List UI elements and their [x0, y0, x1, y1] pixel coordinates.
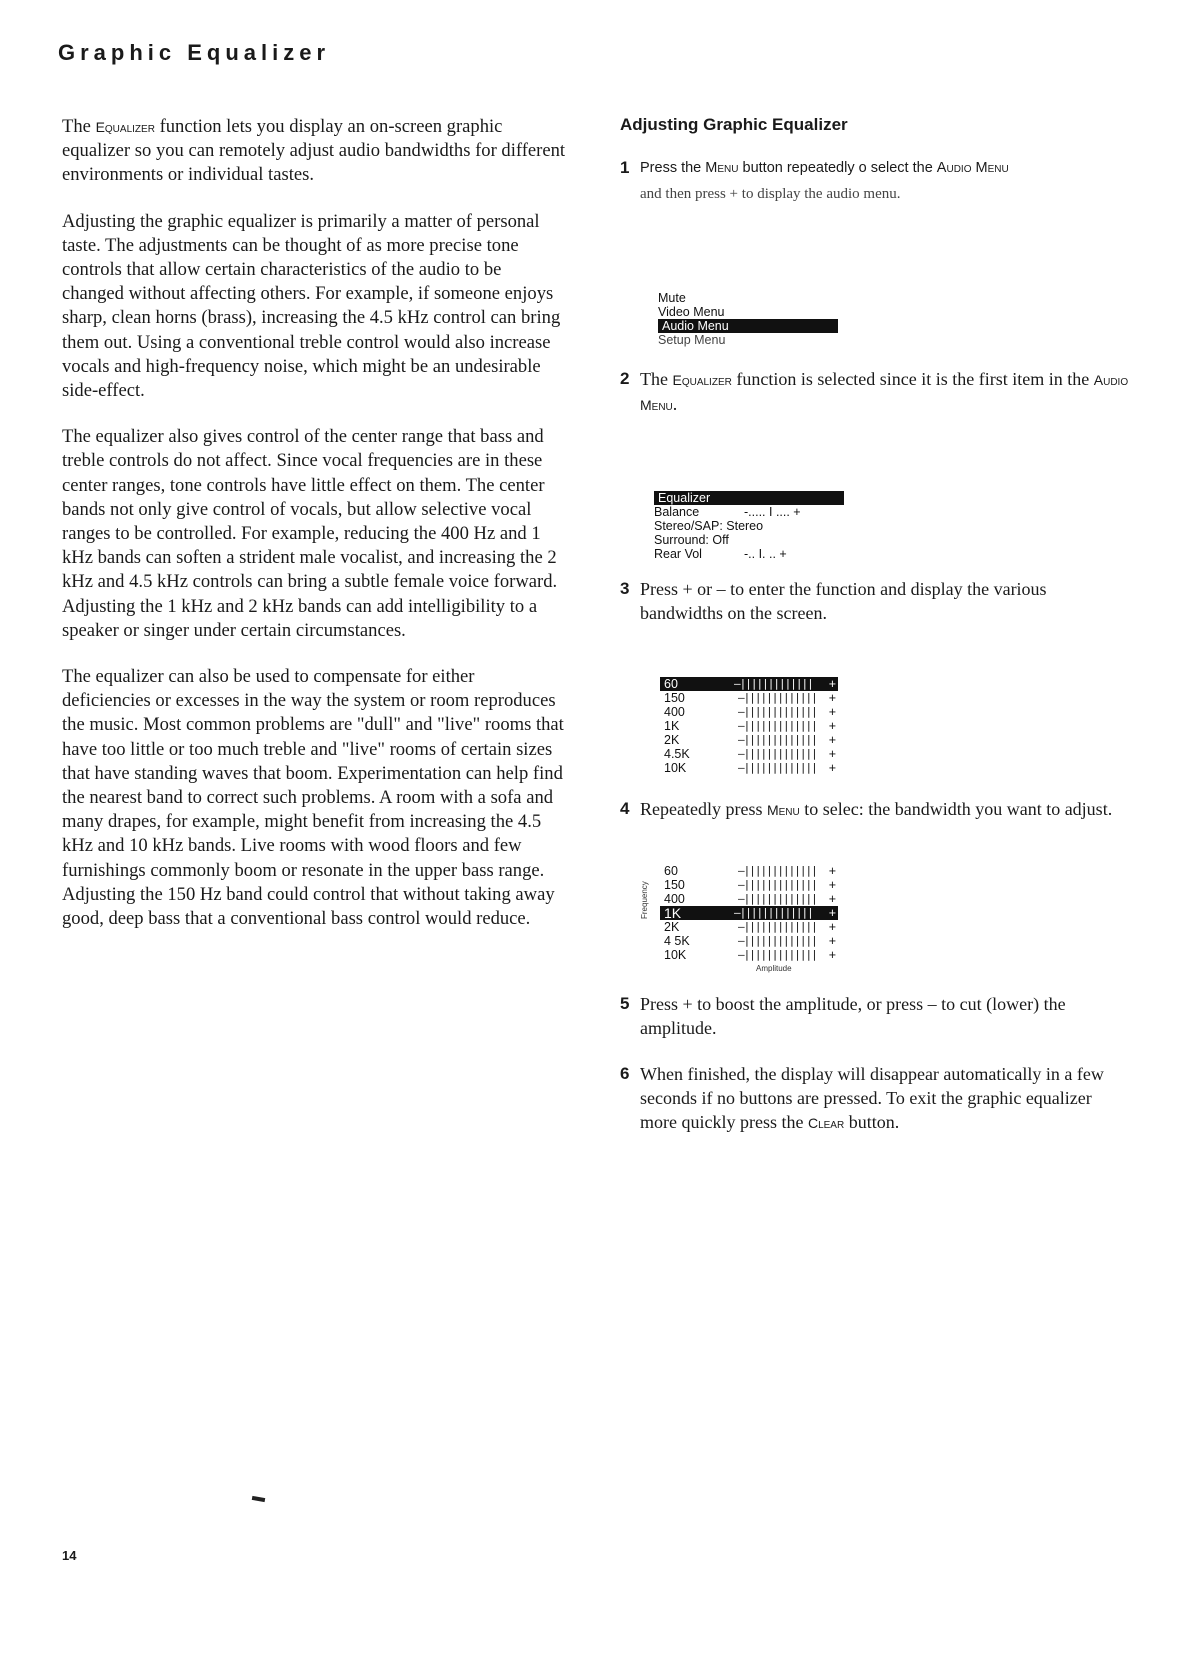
balance-row: [654, 505, 844, 519]
amplitude-bar: –|||||||||||||: [734, 677, 813, 690]
equalizer-osd-1: [660, 677, 838, 775]
taste-paragraph: Adjusting the graphic equalizer is primarily a matter of personal taste. The adjustments can be thought of as more precise tone controls that allow certain characteristics of the audio to be changed without affecting others. For example, if someone enjoys sharp, clean horns (brass), increasing the 4.5 kHz control can bring them out. Using a conventional treble control would also increase vocals and high-frequency noise, which might be an undesirable side-effect.: [62, 210, 561, 402]
amplitude-bar: –|||||||||||||: [738, 691, 817, 704]
eq-band-row: [660, 719, 838, 733]
rear-vol-value: -.. I. .. +: [744, 547, 787, 561]
eq-band-row: [660, 747, 838, 761]
band-label: 150: [664, 878, 685, 892]
eq-band-row: [660, 677, 838, 691]
amplitude-bar: –|||||||||||||: [738, 864, 817, 877]
amplitude-bar: –|||||||||||||: [738, 892, 817, 905]
band-label: 1K: [664, 905, 682, 921]
plus-sign: +: [828, 761, 836, 775]
amplitude-bar: –|||||||||||||: [738, 948, 817, 961]
plus-sign: +: [828, 878, 836, 892]
text: function lets you display an on-screen graphic equalizer so you can remotely adjust audio bandwidths for different environments or individual tastes.: [62, 116, 566, 186]
plus-sign: +: [828, 892, 836, 906]
plus-sign: +: [828, 906, 836, 920]
main-menu-osd: [658, 291, 838, 347]
page-number: 14: [62, 1548, 77, 1563]
plus-sign: +: [828, 705, 836, 719]
plus-sign: +: [828, 747, 836, 761]
stray-mark: [252, 1496, 265, 1502]
plus-sign: +: [828, 864, 836, 878]
menu-item-mute: Mute: [658, 291, 686, 305]
menu-item-audio-selected: Audio Menu: [658, 319, 838, 333]
page-title: Graphic Equalizer: [58, 40, 331, 65]
text: to selec: the bandwidth you want to adjust.: [799, 799, 1113, 819]
instructions-column: [620, 115, 1130, 1135]
equalizer-osd-2: [660, 864, 838, 976]
amplitude-bar: –|||||||||||||: [738, 761, 817, 774]
band-label: 1K: [664, 719, 680, 733]
eq-band-row: [660, 878, 838, 892]
audio-menu-term: Audio Menu: [936, 160, 1009, 176]
rear-vol-row: [654, 547, 844, 561]
equalizer-term: Equalizer: [95, 119, 155, 135]
step-5: [620, 992, 1130, 1040]
step-number: 1: [620, 158, 630, 177]
intro-paragraph: [62, 115, 567, 188]
band-label: 2K: [664, 920, 680, 934]
text: The: [640, 369, 673, 389]
intro-column: [62, 115, 567, 953]
equalizer-highlight: Equalizer: [654, 491, 844, 505]
eq-band-row: [660, 948, 838, 962]
eq-band-row: [660, 761, 838, 775]
step-number: 4: [620, 799, 630, 818]
text: function is selected since it is the first item in the: [731, 369, 1094, 389]
eq-band-row: [660, 733, 838, 747]
text: The: [62, 116, 96, 137]
step-1: [620, 155, 1130, 207]
amplitude-axis-label: Amplitude: [756, 964, 792, 973]
step-4: [620, 797, 1130, 822]
band-label: 10K: [664, 761, 687, 775]
menu-item-video: Video Menu: [658, 305, 725, 319]
balance-label: Balance: [654, 505, 700, 519]
step-text: Press + or – to enter the function and display the various bandwidths on the screen.: [640, 579, 1047, 623]
band-label: 2K: [664, 733, 680, 747]
balance-value: -..... I .... +: [744, 505, 801, 519]
band-label: 60: [664, 864, 678, 878]
eq-band-row-selected: [660, 906, 838, 920]
text: When finished, the display will disappear automatically in a few seconds if no buttons are pressed. To exit the graphic equalizer more quickly press the: [640, 1064, 1104, 1132]
amplitude-bar: –|||||||||||||: [738, 719, 817, 732]
amplitude-bar: –|||||||||||||: [738, 934, 817, 947]
band-label: 10K: [664, 948, 687, 962]
step-3: [620, 577, 1130, 625]
plus-sign: +: [828, 733, 836, 747]
band-label: 400: [664, 892, 685, 906]
equalizer-osd-2-wrap: [640, 864, 846, 976]
text: and then press + to display the audio menu.: [640, 186, 901, 202]
amplitude-bar: –|||||||||||||: [738, 733, 817, 746]
center-range-paragraph: The equalizer also gives control of the center range that bass and treble controls do not affect. Since vocal frequencies are in these center ranges, tone controls have little effect on them. The center bands not only give control of vocals, but allow selective vocal ranges to be controlled. For example, reducing the 400 Hz and 1 kHz bands can soften a strident male vocalist, and increasing the 2 kHz and 4.5 kHz controls can bring a subtle female voice forward. Adjusting the 1 kHz and 2 kHz bands can add intelligibility to a speaker or singer under certain circumstances.: [62, 426, 558, 641]
stereo-row: Stereo/SAP: Stereo: [654, 519, 764, 533]
amplitude-bar: –|||||||||||||: [738, 920, 817, 933]
step-2: [620, 367, 1130, 417]
section-heading: Adjusting Graphic Equalizer: [620, 115, 848, 134]
audio-menu-osd: [654, 491, 844, 561]
eq-band-row: [660, 934, 838, 948]
amplitude-bar: –|||||||||||||: [738, 705, 817, 718]
eq-band-row: [660, 920, 838, 934]
plus-sign: +: [828, 719, 836, 733]
step-number: 3: [620, 579, 630, 598]
band-label: 4 5K: [664, 934, 690, 948]
text: button repeatedly o select the: [738, 160, 937, 176]
step-text: Press + to boost the amplitude, or press – to cut (lower) the amplitude.: [640, 994, 1066, 1038]
menu-key: Menu: [766, 802, 800, 818]
band-label: 4.5K: [664, 747, 690, 761]
amplitude-bar: –|||||||||||||: [738, 878, 817, 891]
step-number: 6: [620, 1064, 630, 1083]
room-paragraph: The equalizer can also be used to compensate for either deficiencies or excesses in the way the system or room reproduces the music. Most common problems are "dull" and "live" rooms that have too little or too much treble and "live" rooms of certain sizes that have standing waves that boom. Experimentation can help find the nearest band to correct such problems. A room with a sofa and many drapes, for example, might benefit from increasing the 4.5 kHz and 10 kHz bands. Live rooms with wood floors and few furnishings commonly boom or resonate in the upper bass range. Adjusting the 150 Hz band could control that without taking away good, deep bass that a conventional bass control would reduce.: [62, 666, 564, 930]
eq-band-row: [660, 691, 838, 705]
eq-band-row: [660, 892, 838, 906]
text: Repeatedly press: [640, 799, 767, 819]
plus-sign: +: [828, 948, 836, 962]
band-label: 150: [664, 691, 685, 705]
clear-key: Clear: [807, 1115, 845, 1131]
text: button.: [844, 1112, 900, 1132]
step-number: 5: [620, 994, 630, 1013]
amplitude-bar: –|||||||||||||: [734, 906, 813, 919]
equalizer-term: Equalizer: [672, 372, 732, 388]
plus-sign: +: [828, 920, 836, 934]
eq-band-row: [660, 705, 838, 719]
surround-row: Surround: Off: [654, 533, 729, 547]
rear-vol-label: Rear Vol: [654, 547, 702, 561]
text: Press the: [640, 160, 706, 176]
eq-band-row: [660, 864, 838, 878]
plus-sign: +: [828, 691, 836, 705]
audio-menu-term: Audio Menu: [640, 372, 1129, 413]
amplitude-bar: –|||||||||||||: [738, 747, 817, 760]
menu-key: Menu: [705, 160, 739, 176]
step-number: 2: [620, 369, 630, 388]
band-label: 400: [664, 705, 685, 719]
plus-sign: +: [828, 934, 836, 948]
frequency-axis-label: Frequency: [640, 881, 649, 919]
menu-item-setup: Setup Menu: [658, 333, 726, 347]
text: .: [672, 394, 678, 414]
band-label: 60: [664, 677, 678, 691]
plus-sign: +: [828, 677, 836, 691]
step-6: [620, 1062, 1130, 1135]
